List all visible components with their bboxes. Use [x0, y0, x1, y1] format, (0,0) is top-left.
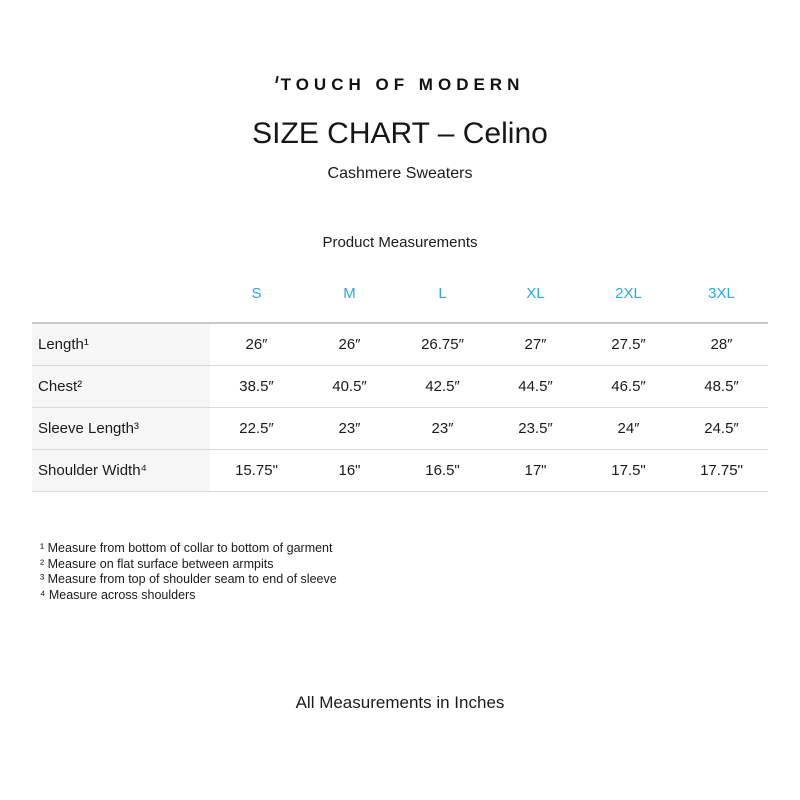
- units-note: All Measurements in Inches: [295, 693, 505, 712]
- row-label: Chest²: [32, 366, 210, 407]
- page-title: SIZE CHART – Celino: [252, 117, 548, 150]
- table-cell: 15.75": [235, 462, 278, 479]
- col-header-3xl: 3XL: [708, 285, 735, 302]
- product-subtitle: Cashmere Sweaters: [327, 165, 473, 182]
- row-label: Sleeve Length³: [32, 408, 210, 449]
- col-header-xl: XL: [526, 285, 545, 302]
- row-label: Length¹: [32, 324, 210, 365]
- measurement-footnotes: [40, 541, 337, 603]
- table-cell: 44.5″: [518, 378, 553, 395]
- table-cell: 17": [524, 462, 547, 479]
- table-cell: 26″: [245, 336, 268, 353]
- table-cell: 42.5″: [425, 378, 460, 395]
- table-cell: 24.5″: [704, 420, 739, 437]
- col-header-2xl: 2XL: [615, 285, 642, 302]
- size-table-body: [32, 322, 768, 492]
- table-cell: 40.5″: [332, 378, 367, 395]
- brand-logo: [0, 75, 800, 95]
- col-header-s: S: [251, 285, 262, 302]
- col-header-l: L: [438, 285, 447, 302]
- table-cell: 23.5″: [518, 420, 553, 437]
- table-cell: 17.75": [700, 462, 743, 479]
- table-cell: 16.5": [425, 462, 460, 479]
- footnote-1: ¹ Measure from bottom of collar to bottom of garment: [40, 541, 333, 555]
- table-cell: 17.5": [611, 462, 646, 479]
- table-cell: 23″: [338, 420, 361, 437]
- footnote-4: ⁴ Measure across shoulders: [40, 587, 196, 602]
- table-cell: 38.5″: [239, 378, 274, 395]
- section-title: Product Measurements: [322, 234, 478, 251]
- table-cell: 16": [338, 462, 361, 479]
- table-cell: 46.5″: [611, 378, 646, 395]
- logo-tick-icon: [275, 76, 278, 83]
- table-cell: 24″: [617, 420, 640, 437]
- table-row-chest: [32, 366, 768, 408]
- table-row-sleeve-length: [32, 408, 768, 450]
- table-cell: 22.5″: [239, 420, 274, 437]
- table-cell: 27.5″: [611, 336, 646, 353]
- table-cell: 28″: [710, 336, 733, 353]
- footnote-2: ² Measure on flat surface between armpits: [40, 556, 274, 571]
- table-row-shoulder-width: [32, 450, 768, 492]
- footnote-3: ³ Measure from top of shoulder seam to end of sleeve: [40, 572, 337, 586]
- col-header-m: M: [343, 285, 356, 302]
- size-chart-table: [32, 285, 768, 492]
- brand-logo-text: TOUCH OF MODERN: [280, 75, 525, 94]
- size-header-row: [32, 285, 768, 322]
- row-label: Shoulder Width⁴: [32, 450, 210, 491]
- table-cell: 26″: [338, 336, 361, 353]
- table-cell: 27″: [524, 336, 547, 353]
- table-cell: 26.75″: [421, 336, 464, 353]
- table-cell: 48.5″: [704, 378, 739, 395]
- table-cell: 23″: [431, 420, 454, 437]
- table-row-length: [32, 324, 768, 366]
